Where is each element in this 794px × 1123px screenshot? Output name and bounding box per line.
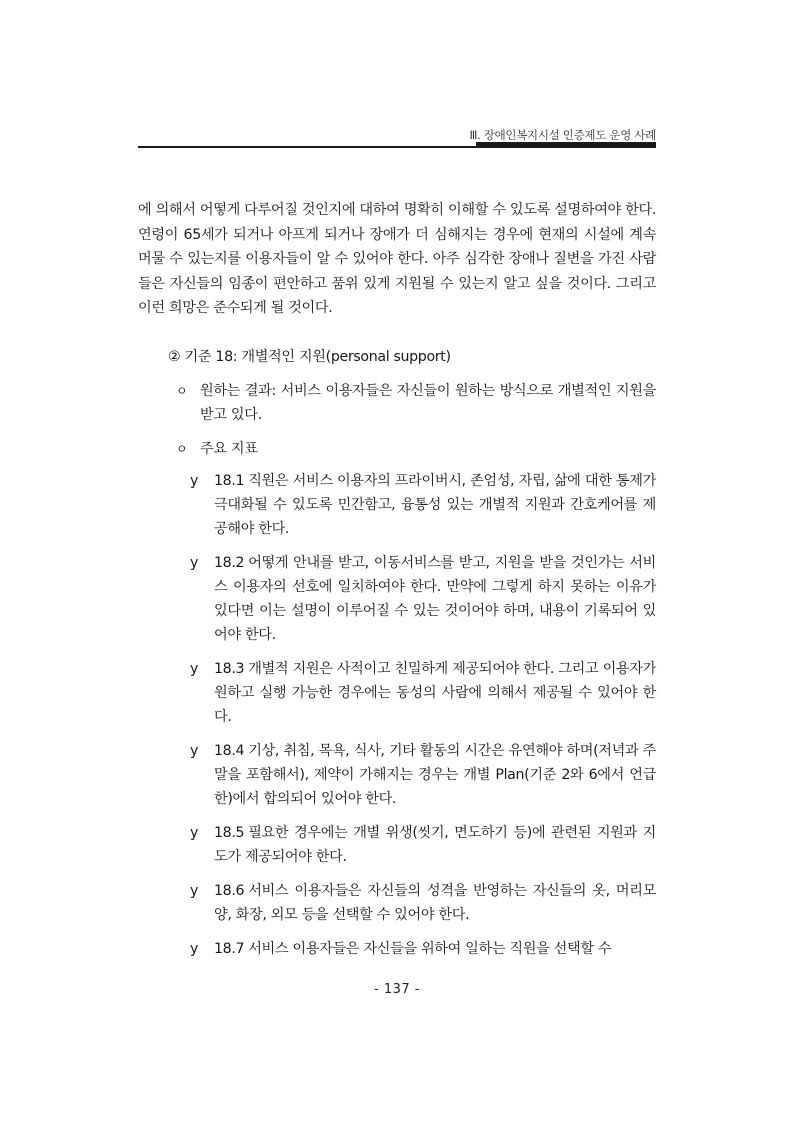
outcome-text: 원하는 결과: 서비스 이용자들은 자신들이 원하는 방식으로 개별적인 지원을 받고 있다. <box>200 382 656 423</box>
indicator-text: 서비스 이용자들은 자신들의 성격을 반영하는 자신들의 옷, 머리모양, 화장, 외모 등을 선택할 수 있어야 한다. <box>214 882 656 923</box>
indicator-number: 18.6 <box>214 882 245 899</box>
circle-bullet-icon: ㅇ <box>176 383 188 398</box>
list-item <box>186 937 656 961</box>
indicator-text: 필요한 경우에는 개별 위생(씻기, 면도하기 등)에 관련된 지원과 지도가 제공되어야 한다. <box>214 824 656 865</box>
indicator-bullet: y <box>190 660 199 677</box>
indicator-bullet: y <box>190 940 199 957</box>
indicator-body <box>214 739 656 811</box>
list-item <box>186 879 656 927</box>
list-item <box>186 469 656 541</box>
indicator-body <box>214 937 656 961</box>
indicator-bullet: y <box>190 824 199 841</box>
indicator-number: 18.4 <box>214 742 245 759</box>
indicator-body <box>214 821 656 869</box>
indicator-number: 18.7 <box>214 940 245 957</box>
indicator-text: 기상, 취침, 목욕, 식사, 기타 활동의 시간은 유연해야 하며(저녁과 주말을 포함해서), 제약이 가해지는 경우는 개별 Plan(기준 2와 6에서 언급한)에서 합의되어 있어야 한다. <box>214 742 656 807</box>
list-item <box>186 657 656 729</box>
indicator-bullet: y <box>190 882 199 899</box>
list-item <box>186 739 656 811</box>
indicator-text: 서비스 이용자들은 자신들을 위하여 일하는 직원을 선택할 수 <box>248 940 612 957</box>
page-content <box>138 198 656 971</box>
intro-paragraph: 에 의해서 어떻게 다루어질 것인지에 대하여 명확히 이해할 수 있도록 설명하여야 한다. 연령이 65세가 되거나 아프게 되거나 장애가 더 심해지는 경우에 현재의 시설에 계속 머물 수 있는지를 이용자들이 알 수 있어야 한다. 아주 심각한 장애나 질변을 가진 사람들은 자신들의 임종이 편안하고 품위 있게 지원될 수 있는지 알고 싶을 것이다. 그리고 이런 희망은 준수되게 될 것이다. <box>138 202 656 316</box>
indicator-bullet: y <box>190 742 199 759</box>
header-rule <box>138 146 656 148</box>
outcome-item <box>174 379 656 427</box>
list-item <box>186 551 656 647</box>
indicator-text: 개별적 지원은 사적이고 친밀하게 제공되어야 한다. 그리고 이용자가 원하고 실행 가능한 경우에는 동성의 사람에 의해서 제공될 수 있어야 한다. <box>214 660 656 725</box>
indicator-number: 18.1 <box>214 472 245 489</box>
indicator-list <box>186 469 656 961</box>
list-item <box>186 821 656 869</box>
indicator-body <box>214 879 656 927</box>
indicator-text: 어떻게 안내를 받고, 이동서비스를 받고, 지원을 받을 것인가는 서비스 이용자의 선호에 일치하여야 한다. 만약에 그렇게 하지 못하는 이유가 있다면 이는 설명이 이루어질 수 있는 것이어야 하며, 내용이 기록되어 있어야 한다. <box>214 554 656 643</box>
indicator-number: 18.5 <box>214 824 245 841</box>
standard-heading: ② 기준 18: 개별적인 지원(personal support) <box>168 348 451 365</box>
page-number: - 137 - <box>374 982 420 997</box>
circle-bullet-icon: ㅇ <box>176 441 188 456</box>
indicator-number: 18.2 <box>214 554 245 571</box>
indicator-text: 직원은 서비스 이용자의 프라이버시, 존엄성, 자립, 삶에 대한 통제가 극대화될 수 있도록 민간함고, 융통성 있는 개별적 지원과 간호케어를 제공해야 한다. <box>214 472 656 537</box>
indicator-body <box>214 469 656 541</box>
indicators-item <box>174 437 656 461</box>
indicator-number: 18.3 <box>214 660 245 677</box>
indicator-bullet: y <box>190 554 199 571</box>
indicator-body <box>214 657 656 729</box>
running-header: Ⅲ. 장애인복지시설 인증제도 운영 사례 <box>469 128 656 142</box>
indicators-label: 주요 지표 <box>200 440 258 457</box>
indicator-body <box>214 551 656 647</box>
indicator-bullet: y <box>190 472 199 489</box>
